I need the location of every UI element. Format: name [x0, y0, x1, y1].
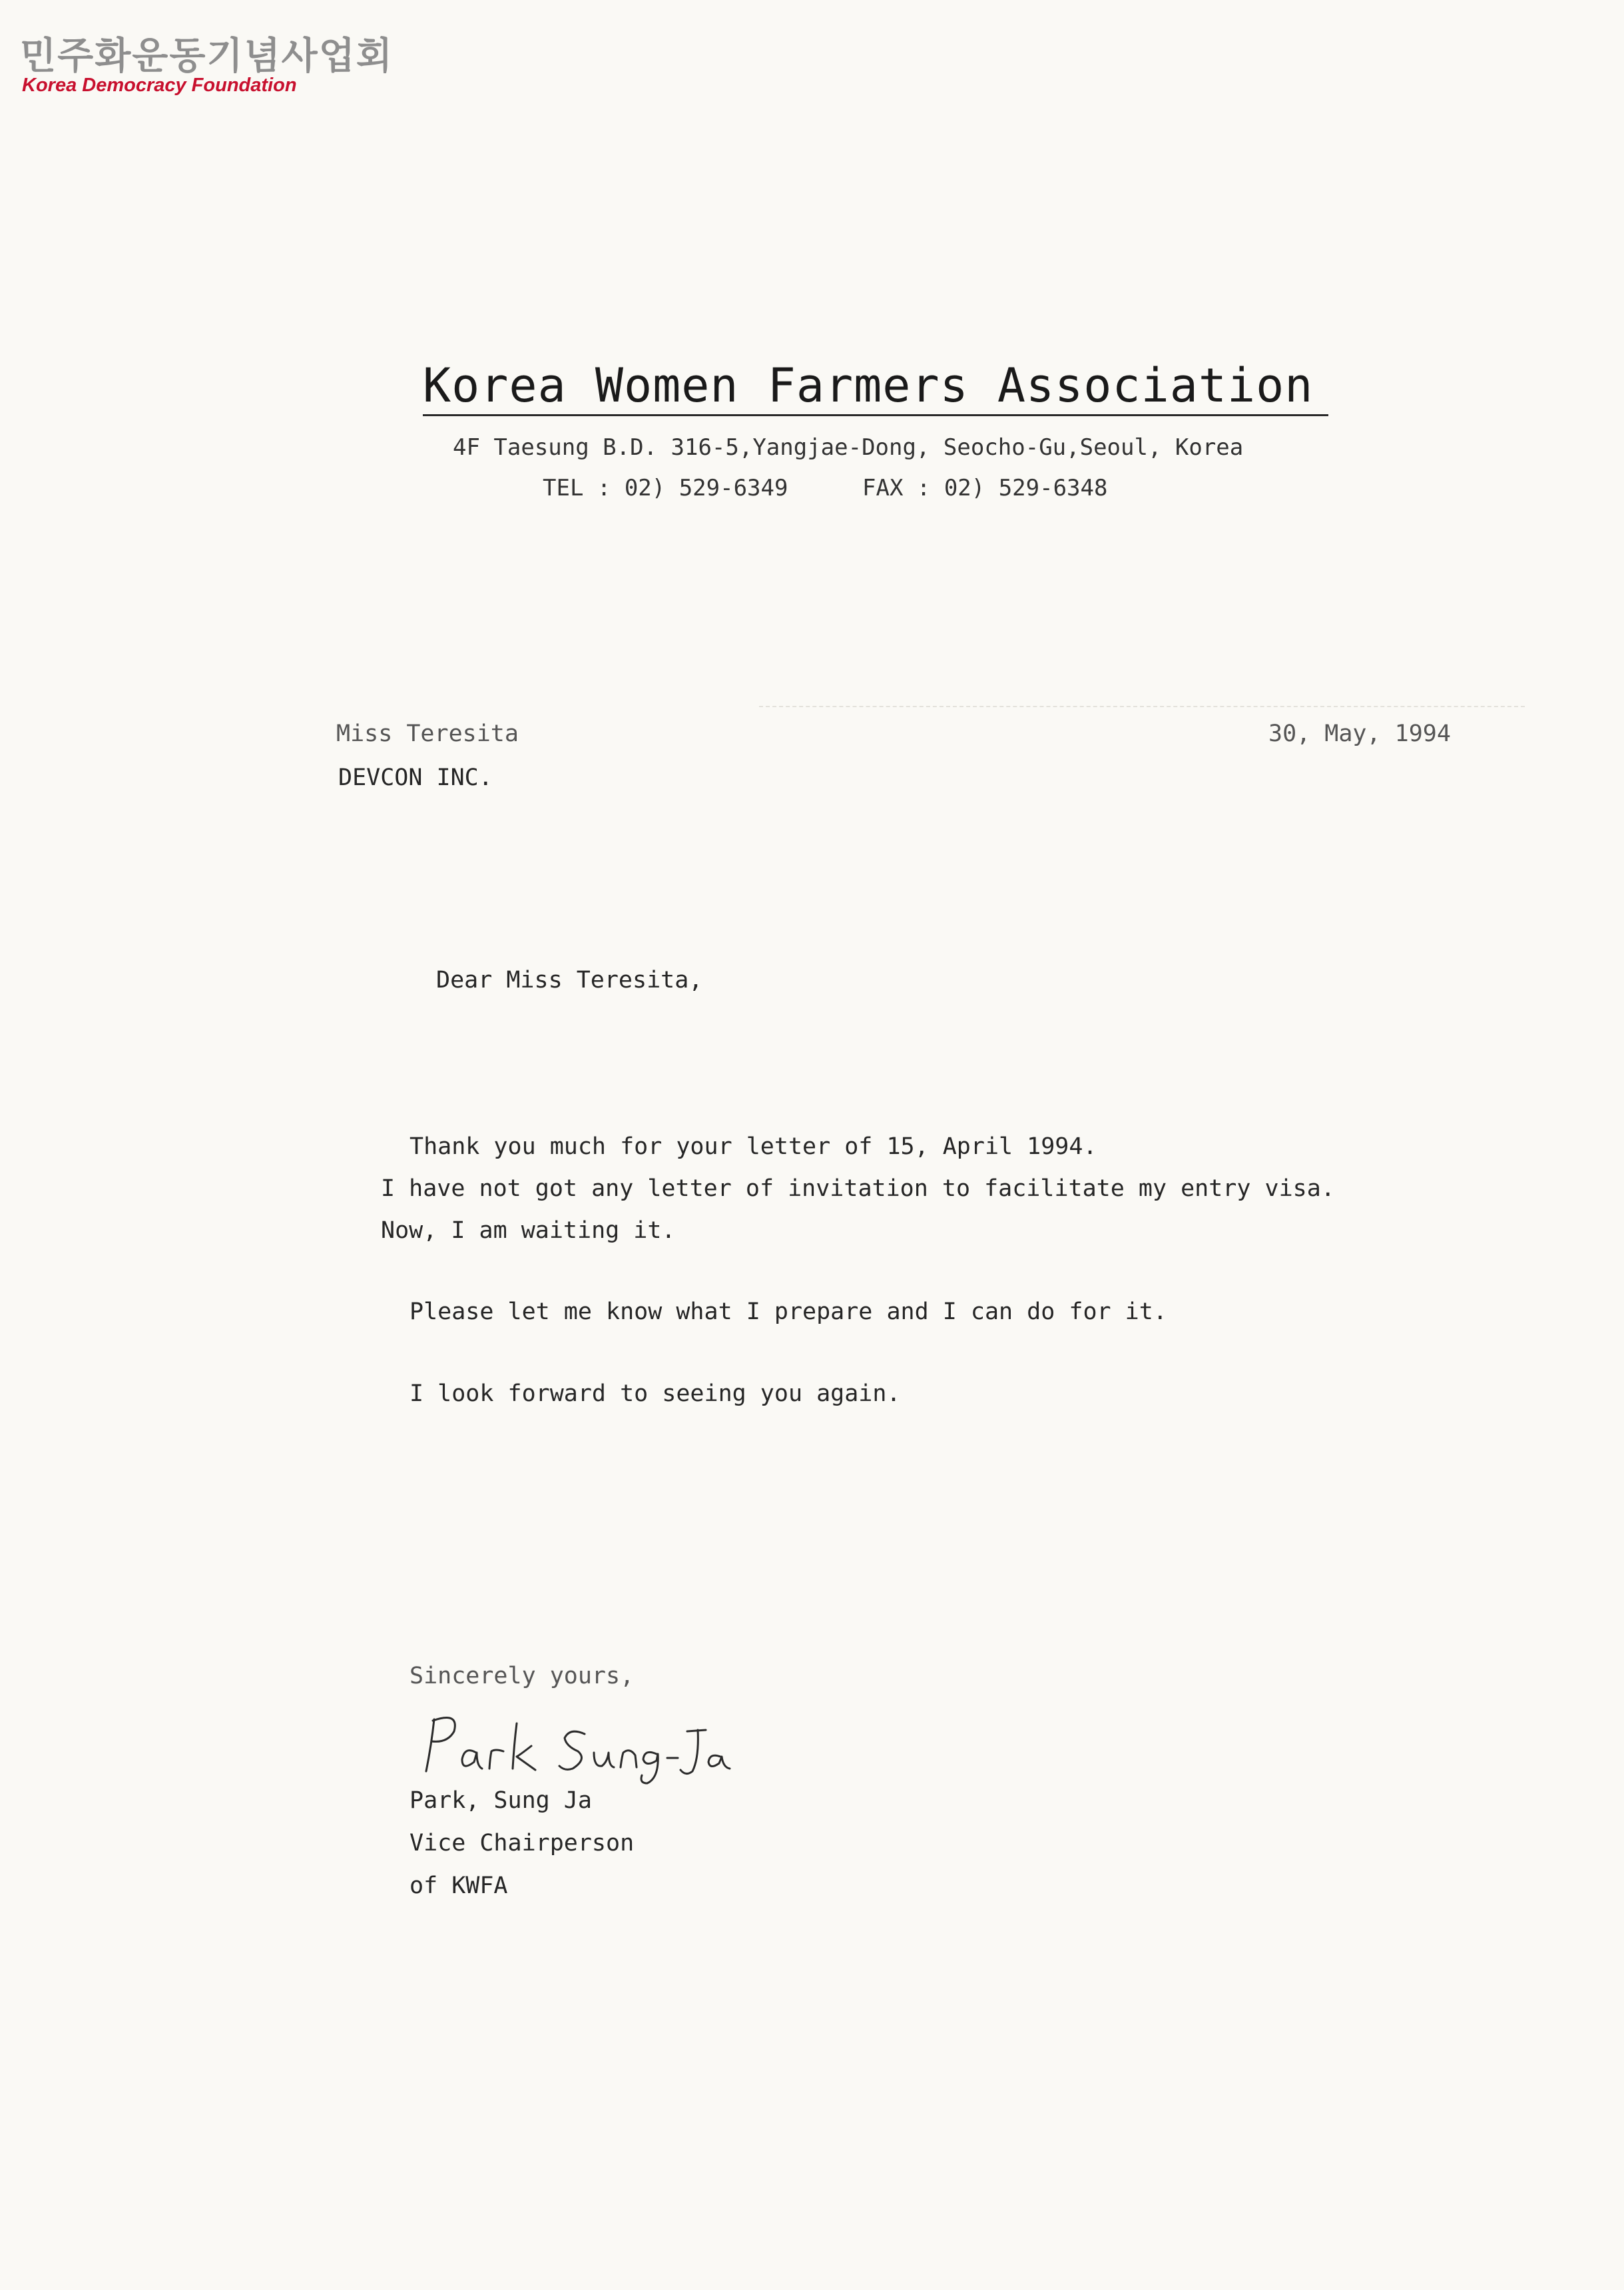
signatory-name: Park, Sung Ja: [409, 1787, 592, 1814]
faint-fold-line: [759, 706, 1525, 707]
handwritten-signature: [413, 1705, 732, 1785]
body-paragraph: I look forward to seeing you again.: [409, 1380, 901, 1407]
watermark-english: Korea Democracy Foundation: [22, 75, 297, 96]
letter-date: 30, May, 1994: [1268, 720, 1451, 747]
signatory-affiliation: of KWFA: [409, 1872, 508, 1899]
recipient-name: Miss Teresita: [336, 720, 519, 747]
letterhead-address: 4F Taesung B.D. 316-5,Yangjae-Dong, Seocho-Gu,Seoul, Korea: [453, 434, 1244, 461]
body-line: Thank you much for your letter of 15, April 1994.: [409, 1133, 1097, 1160]
signatory-title: Vice Chairperson: [409, 1830, 635, 1857]
body-line: Now, I am waiting it.: [381, 1217, 676, 1244]
closing: Sincerely yours,: [409, 1663, 635, 1689]
letterhead-tel: TEL : 02) 529-6349: [543, 475, 788, 501]
letterhead-title: Korea Women Farmers Association: [423, 358, 1328, 416]
watermark-korean: 민주화운동기념사업회: [20, 35, 394, 78]
recipient-organization: DEVCON INC.: [338, 764, 493, 791]
letterhead-fax: FAX : 02) 529-6348: [862, 475, 1108, 501]
body-paragraph: Please let me know what I prepare and I can do for it.: [409, 1298, 1167, 1325]
body-line: I have not got any letter of invitation to facilitate my entry visa.: [381, 1175, 1335, 1202]
salutation: Dear Miss Teresita,: [436, 967, 703, 994]
